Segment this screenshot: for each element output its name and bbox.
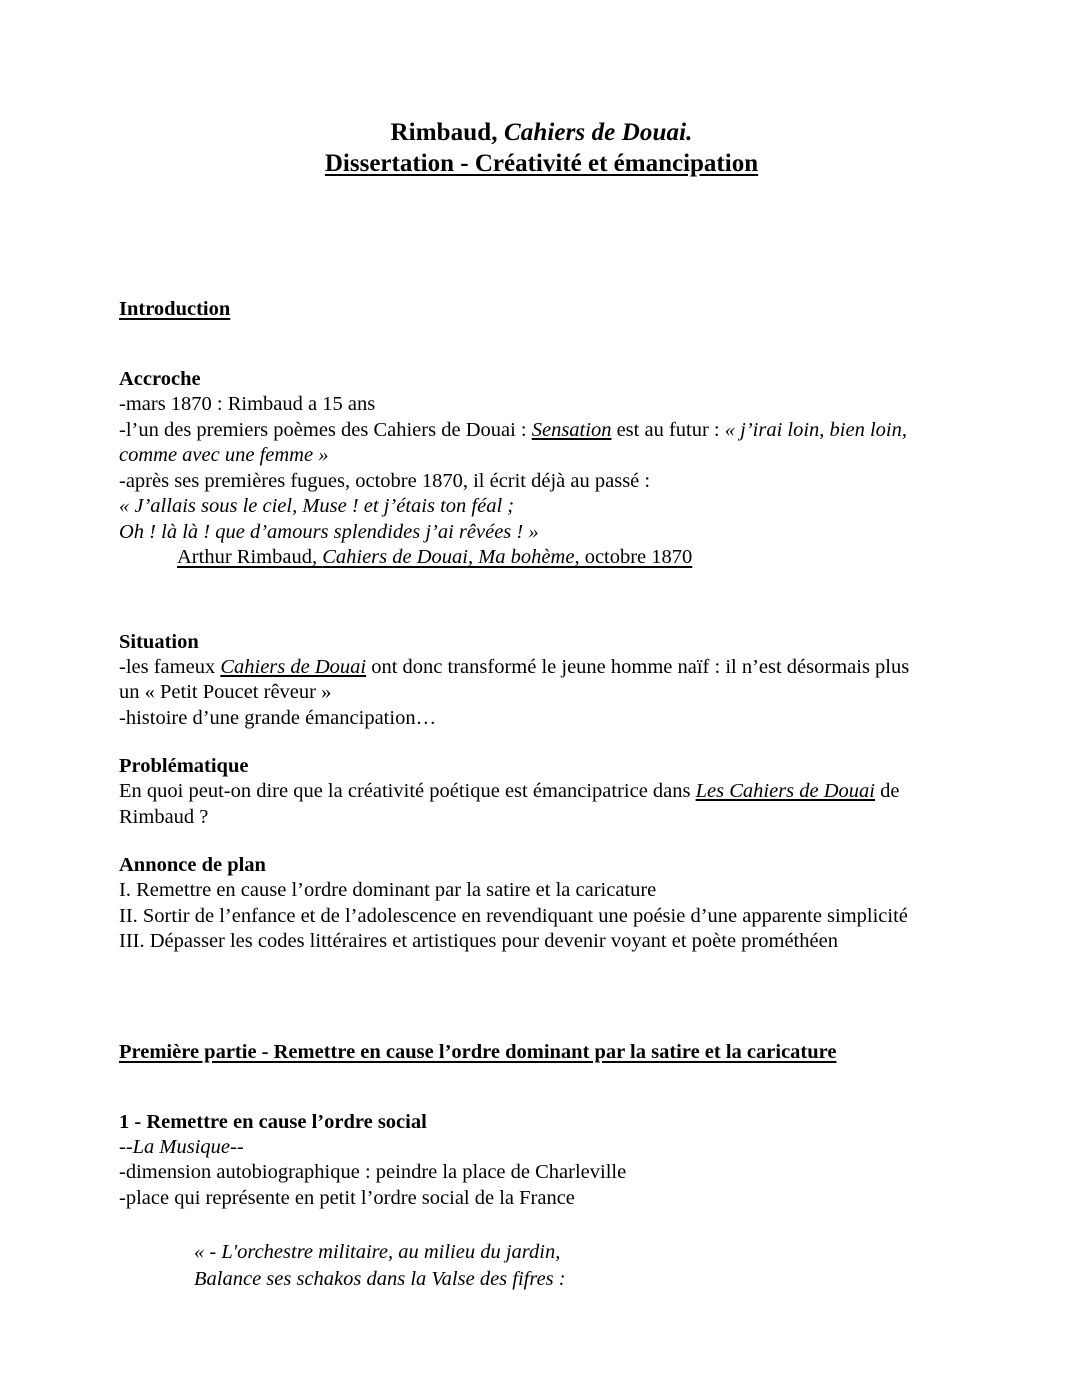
- accroche-line-4: -après ses premières fugues, octobre 1870, il écrit déjà au passé :: [119, 469, 651, 492]
- title-author: Rimbaud,: [390, 119, 504, 146]
- accroche-source-citation: [119, 545, 964, 571]
- situation-line-3: -histoire d’une grande émancipation…: [119, 706, 437, 729]
- poem-marker-la-musique: --La Musique--: [119, 1135, 244, 1158]
- partie1-quote-line-1: « - L'orchestre militaire, au milieu du jardin,: [194, 1241, 561, 1263]
- subsection-heading-1-ordre-social: 1 - Remettre en cause l’ordre social: [119, 1110, 427, 1133]
- accroche-quote-part-2: comme avec une femme »: [119, 444, 329, 466]
- accroche-line-1: -mars 1870 : Rimbaud a 15 ans: [119, 393, 376, 415]
- page-title-line-1: [119, 118, 964, 148]
- accroche-line-2-text-b: est au futur :: [611, 418, 725, 441]
- partie1-quote-line-2: Balance ses schakos dans la Valse des fifres :: [194, 1268, 566, 1290]
- accroche-source-work: Cahiers de Douai, Ma bohème: [322, 546, 575, 568]
- document-content: [119, 0, 964, 1293]
- accroche-line-2-text-a: -l’un des premiers poèmes des Cahiers de Douai :: [119, 418, 532, 441]
- subsection-heading-accroche: Accroche: [119, 368, 201, 390]
- title-work: Cahiers de Douai.: [503, 119, 693, 146]
- section-heading-premiere-partie: Première partie - Remettre en cause l’ordre dominant par la satire et la caricature: [119, 1040, 837, 1063]
- spacer-after-accroche: [119, 571, 964, 629]
- problematique-line-2: Rimbaud ?: [119, 805, 209, 828]
- page-title-line-2: Dissertation - Créativité et émancipation: [324, 150, 759, 177]
- spacer-after-problematique: [119, 830, 964, 852]
- spacer-before-quote: [119, 1211, 964, 1239]
- accroche-verse-2: Oh ! là là ! que d’amours splendides j’ai rêvées ! »: [119, 520, 539, 543]
- problematique-work-cahiers: Les Cahiers de Douai: [695, 780, 875, 802]
- subsection-heading-annonce-de-plan: Annonce de plan: [119, 854, 266, 876]
- spacer-after-situation: [119, 731, 964, 753]
- plan-item-3: III. Dépasser les codes littéraires et artistiques pour devenir voyant et poète prométhéen: [119, 930, 838, 952]
- spacer-after-premiere-partie-heading: [119, 1065, 964, 1109]
- problematique-text-a: En quoi peut-on dire que la créativité poétique est émancipatrice dans: [119, 780, 696, 802]
- document-title-block: [119, 0, 964, 180]
- situation-line-1: [119, 655, 964, 681]
- plan-item-1: I. Remettre en cause l’ordre dominant par la satire et la caricature: [119, 879, 657, 901]
- spacer-after-title: [119, 180, 964, 296]
- accroche-quote-part-1: « j’irai loin, bien loin,: [724, 418, 907, 441]
- section-heading-introduction: Introduction: [119, 298, 231, 320]
- partie1-line-1: -dimension autobiographique : peindre la place de Charleville: [119, 1161, 627, 1183]
- accroche-verse-1: « J’allais sous le ciel, Muse ! et j’étais ton féal ;: [119, 495, 515, 517]
- problematique-line-1: [119, 779, 964, 805]
- situation-line-2: un « Petit Poucet rêveur »: [119, 681, 332, 703]
- accroche-line-2: [119, 418, 964, 444]
- plan-item-2: II. Sortir de l’enfance et de l’adolescence en revendiquant une poésie d’une apparente simplicité: [119, 904, 908, 927]
- situation-work-cahiers: Cahiers de Douai: [220, 655, 367, 678]
- situation-line-1-text-a: -les fameux: [119, 655, 221, 678]
- accroche-source-author: Arthur Rimbaud,: [177, 546, 323, 568]
- accroche-work-sensation: Sensation: [531, 418, 612, 441]
- spacer-before-premiere-partie: [119, 955, 964, 1039]
- partie1-line-2: -place qui représente en petit l’ordre social de la France: [119, 1186, 575, 1209]
- accroche-source-inner: [177, 546, 692, 568]
- situation-line-1-text-b: ont donc transformé le jeune homme naïf : il n’est désormais plus: [366, 655, 910, 678]
- spacer-after-intro-heading: [119, 322, 964, 366]
- subsection-heading-situation: Situation: [119, 630, 199, 653]
- accroche-source-date: , octobre 1870: [574, 546, 693, 568]
- problematique-text-b: de: [875, 780, 900, 802]
- subsection-heading-problematique: Problématique: [119, 755, 249, 777]
